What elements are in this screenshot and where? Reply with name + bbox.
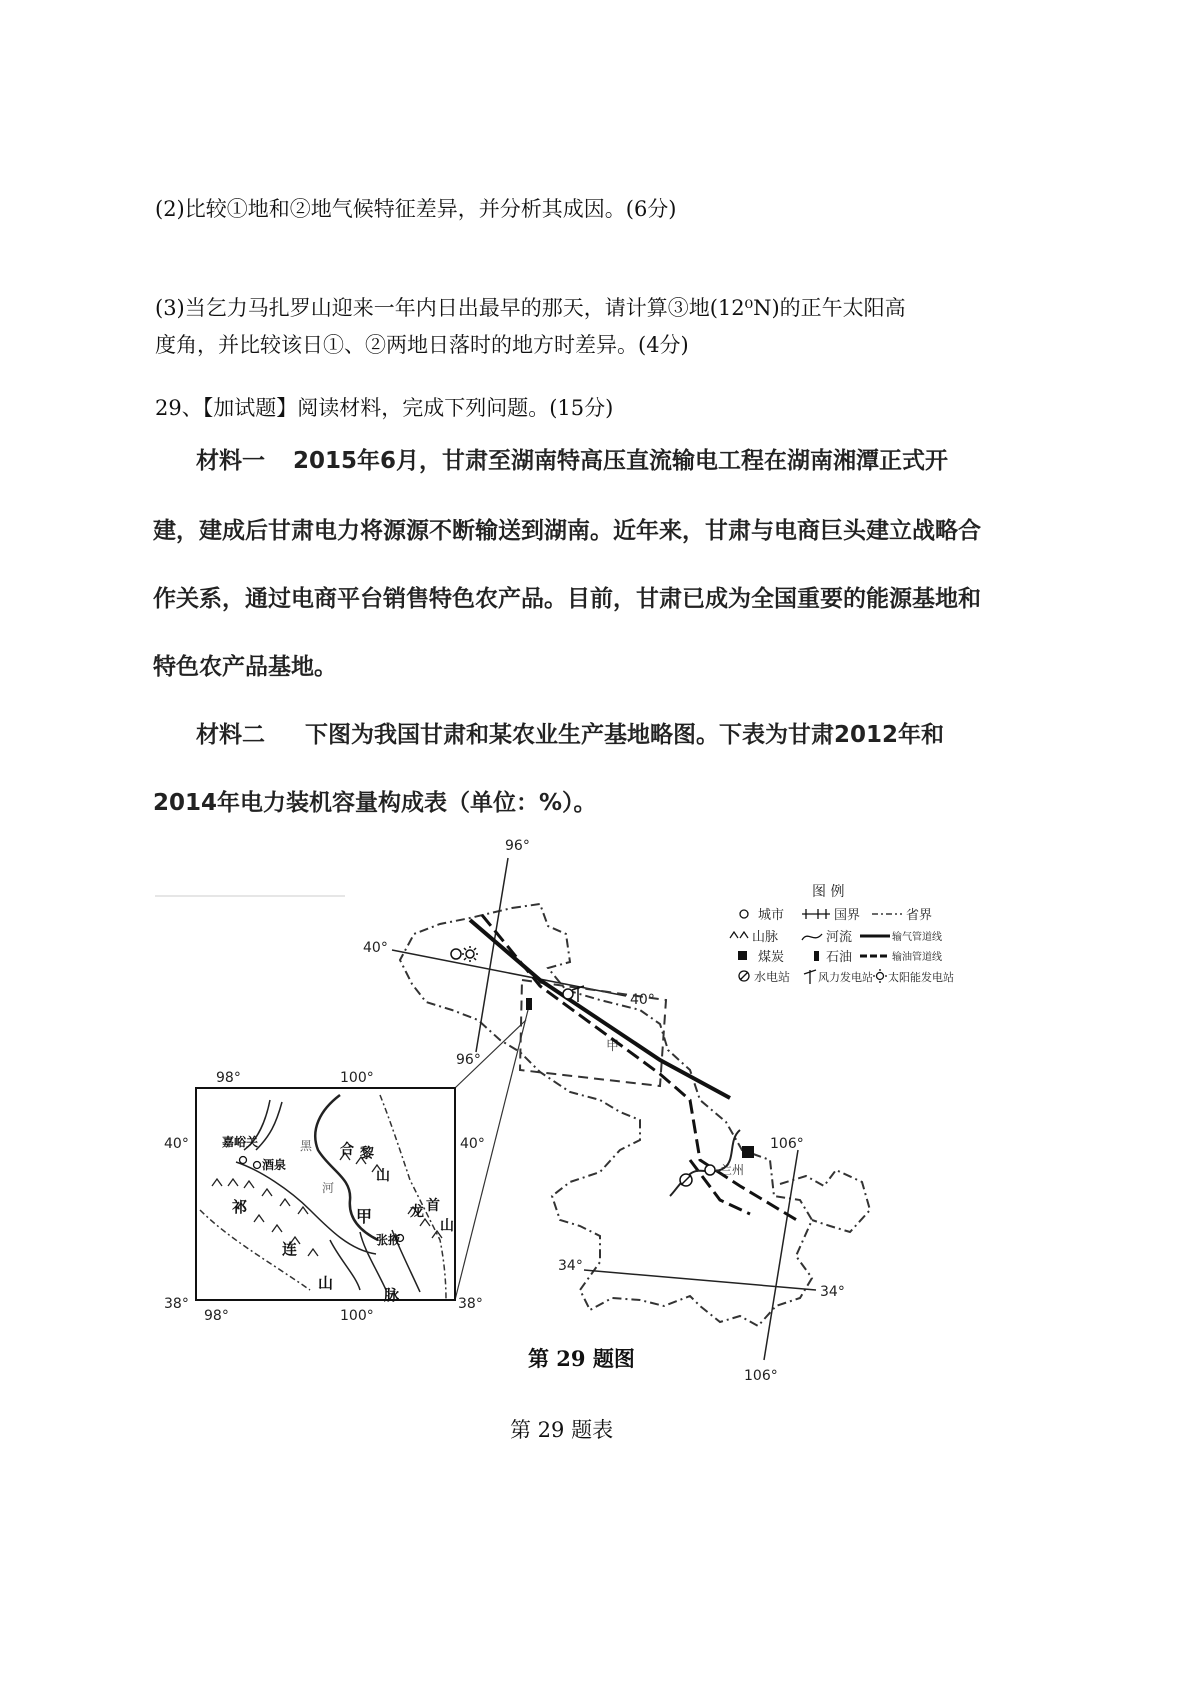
inset-lat-38-right: 38° (458, 1296, 483, 1312)
inset-lon-100-bottom: 100° (340, 1308, 374, 1324)
mai-label: 脉 (384, 1286, 400, 1304)
legend-mountain: 山脉 (752, 930, 779, 945)
legend-city: 城市 (758, 908, 785, 923)
legend-coal: 煤炭 (758, 950, 785, 965)
lat-40-label-right: 40° (630, 992, 655, 1008)
legend-title: 图 例 (812, 884, 845, 900)
material-2-text-1: 下图为我国甘肃和某农业生产基地略图。下表为甘肃2012年和 (305, 722, 945, 748)
inset-lat-40-right: 40° (460, 1136, 485, 1152)
shan-label-south: 山 (318, 1274, 334, 1292)
legend-mountain-icon (730, 932, 748, 938)
legend-river: 河流 (826, 930, 853, 945)
legend-province: 省界 (906, 908, 933, 923)
material-1-label: 材料一 (196, 448, 265, 474)
solar-station-icon (462, 946, 478, 962)
latitude-34-line (584, 1270, 816, 1290)
lon-106-label-bottom: 106° (744, 1368, 778, 1384)
table-caption: 第 29 题表 (510, 1418, 614, 1442)
legend-gas: 输气管道线 (892, 932, 942, 943)
lon-96-label-bottom: 96° (456, 1052, 481, 1068)
city-jiayuguan-icon (240, 1157, 247, 1164)
lat-40-label-left: 40° (363, 940, 388, 956)
material-1-line-4: 特色农产品基地。 (153, 654, 337, 680)
long-label: 龙 (410, 1204, 424, 1220)
coal-icon (742, 1146, 754, 1158)
legend-border: 国界 (834, 908, 861, 923)
material-2-line-2: 2014年电力装机容量构成表（单位：%）。 (153, 790, 597, 816)
inset-lon-100-top: 100° (340, 1070, 374, 1086)
lon-106-label-top: 106° (770, 1136, 804, 1152)
legend-oil-icon (814, 951, 819, 961)
lat-34-label-left: 34° (558, 1258, 583, 1274)
li-mountain-label: 黎 (360, 1146, 374, 1162)
figure-caption: 第 29 题图 (528, 1346, 635, 1371)
legend-wind-icon (804, 970, 816, 984)
material-2-label: 材料二 (196, 722, 265, 748)
legend-solar-icon (873, 969, 887, 983)
inset-lon-98-top: 98° (216, 1070, 241, 1086)
material-1-text-1: 2015年6月，甘肃至湖南特高压直流输电工程在湖南湘潭正式开 (293, 448, 949, 474)
lon-96-label-top: 96° (505, 838, 530, 854)
shan-label-east: 山 (440, 1218, 454, 1234)
shou-label: 首 (426, 1198, 440, 1214)
oil-icon (526, 998, 532, 1010)
shan-label-north: 山 (376, 1168, 390, 1184)
gansu-map-figure (0, 838, 1200, 1384)
question-29: 29、【加试题】阅读材料，完成下列问题。(15分) (155, 396, 614, 420)
jiuquan-label: 酒泉 (262, 1158, 287, 1172)
inset-lat-40-left: 40° (164, 1136, 189, 1152)
legend-city-icon (740, 910, 748, 918)
hydro-station-icon (680, 1174, 692, 1186)
legend-oil: 石油 (826, 950, 853, 965)
question-3-line-2: 度角，并比较该日①、②两地日落时的地方时差异。(4分) (155, 333, 689, 357)
city-jiuquan-icon (254, 1162, 261, 1169)
question-3-line-1: (3)当乞力马扎罗山迎来一年内日出最早的那天，请计算③地(12⁰N)的正午太阳高 (155, 296, 906, 320)
qi-label: 祁 (232, 1198, 248, 1216)
legend-coal-icon (738, 951, 747, 960)
legend-oilpipe: 输油管道线 (892, 952, 942, 963)
inset-jia-label: 甲 (356, 1207, 373, 1226)
lian-label: 连 (282, 1240, 298, 1258)
legend-solar: 太阳能发电站 (888, 971, 954, 984)
city-lanzhou-icon (705, 1165, 715, 1175)
material-2-line-1 (196, 716, 944, 749)
wind-station-icon (572, 986, 584, 1002)
jia-label: 甲 (606, 1039, 620, 1054)
gansu-outline (400, 904, 812, 1326)
legend-hydro-icon (739, 971, 749, 981)
legend-border-icon (802, 909, 830, 919)
lanzhou-label: 兰州 (720, 1163, 745, 1177)
legend-hydro: 水电站 (754, 970, 791, 984)
inset-lat-38-left: 38° (164, 1296, 189, 1312)
map-legend (730, 884, 954, 984)
question-2: (2)比较①地和②地气候特征差异，并分析其成因。(6分) (155, 197, 677, 221)
he-label: 河 (322, 1181, 335, 1195)
zhangye-label: 张掖 (376, 1233, 401, 1247)
lat-34-label-right: 34° (820, 1284, 845, 1300)
legend-river-icon (802, 934, 822, 940)
city-icon (451, 949, 461, 959)
jiayuguan-label: 嘉峪关 (222, 1135, 259, 1149)
legend-wind: 风力发电站 (818, 971, 873, 984)
longitude-106-line (764, 1150, 798, 1360)
material-1-line-3: 作关系，通过电商平台销售特色农产品。目前，甘肃已成为全国重要的能源基地和 (153, 586, 981, 612)
material-1-line-2: 建，建成后甘肃电力将源源不断输送到湖南。近年来，甘肃与电商巨头建立战略合 (153, 518, 981, 544)
oil-pipeline (482, 915, 800, 1222)
hei-label: 黑 (300, 1139, 313, 1153)
city-icon (563, 989, 573, 999)
material-1-line-1 (196, 442, 948, 475)
longitude-96-line (476, 858, 508, 1052)
he-mountain-label: 合 (340, 1142, 354, 1158)
inset-lon-98-bottom: 98° (204, 1308, 229, 1324)
